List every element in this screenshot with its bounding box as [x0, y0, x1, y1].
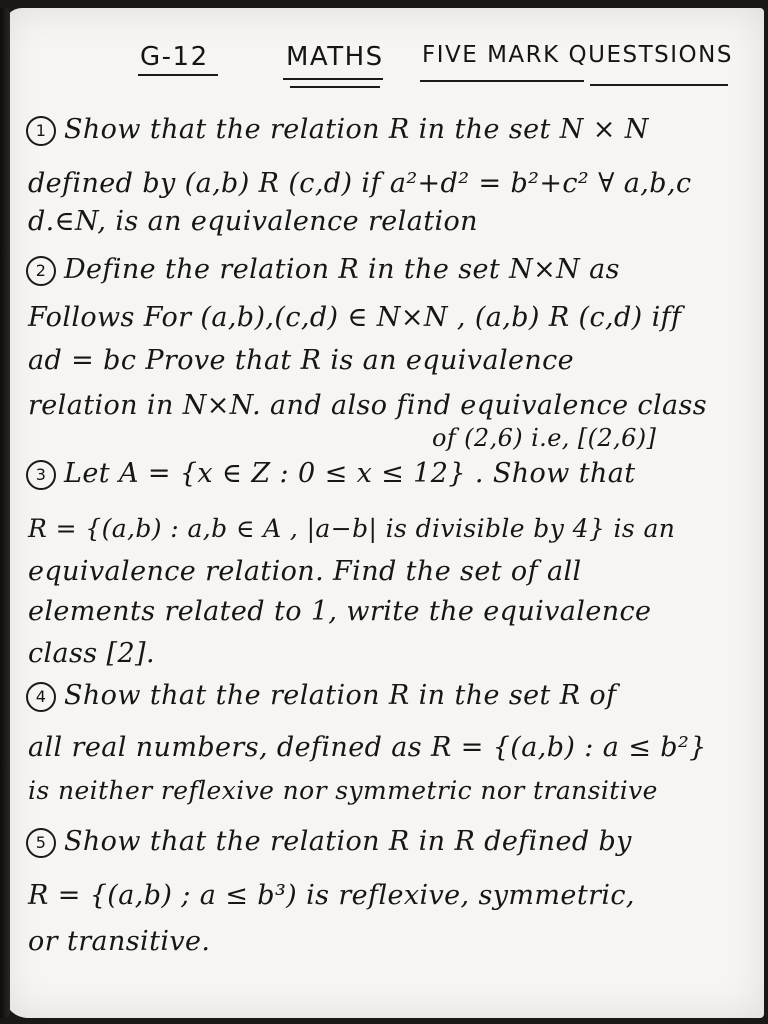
question-1-line-2: defined by (a,b) R (c,d) if a²+d² = b²+c² ∀ a,b,c [28, 168, 692, 199]
grade-underline [138, 74, 218, 76]
subject-label: MATHS [286, 42, 384, 72]
question-4-line-1 [26, 680, 616, 712]
question-1-line-1 [26, 114, 649, 146]
question-2-line-2: Follows For (a,b),(c,d) ∈ N×N , (a,b) R (c,d) iff [28, 302, 682, 333]
question-3-line-5: class [2]. [28, 638, 155, 669]
question-number-badge: 2 [26, 256, 56, 286]
question-4-line-3: is neither reflexive nor symmetric nor transitive [28, 776, 658, 805]
title-underline-1 [420, 80, 584, 82]
grade-label: G-12 [140, 42, 209, 72]
question-3-line-2: R = {(a,b) : a,b ∈ A , |a−b| is divisible by 4} is an [28, 514, 676, 543]
question-3-line-1 [26, 458, 636, 490]
question-2-line-4: relation in N×N. and also find equivalence class [28, 390, 707, 421]
notebook-page [4, 8, 764, 1018]
question-number-badge: 3 [26, 460, 56, 490]
question-2-line-5: of (2,6) i.e, [(2,6)] [432, 424, 657, 452]
question-4-line-2: all real numbers, defined as R = {(a,b) : a ≤ b²} [28, 732, 707, 763]
title-underline-2 [590, 84, 728, 86]
page-title: FIVE MARK QUESTSIONS [422, 42, 733, 68]
notebook-binding [0, 8, 10, 1018]
question-3-line-3: equivalence relation. Find the set of all [28, 556, 582, 587]
question-number-badge: 1 [26, 116, 56, 146]
question-text: Let A = {x ∈ Z : 0 ≤ x ≤ 12} . Show that [64, 458, 636, 489]
question-text: Show that the relation R in R defined by [64, 826, 632, 857]
question-1-line-3: d.∈N, is an equivalence relation [28, 206, 478, 237]
question-5-line-1 [26, 826, 632, 858]
subject-underline-1 [283, 78, 383, 80]
question-3-line-4: elements related to 1, write the equivalence [28, 596, 652, 627]
question-5-line-2: R = {(a,b) ; a ≤ b³) is reflexive, symmetric, [28, 880, 635, 911]
question-2-line-3: ad = bc Prove that R is an equivalence [28, 345, 575, 376]
subject-underline-2 [290, 86, 380, 88]
question-number-badge: 5 [26, 828, 56, 858]
question-number-badge: 4 [26, 682, 56, 712]
question-text: Define the relation R in the set N×N as [64, 254, 620, 285]
question-text: Show that the relation R in the set R of [64, 680, 617, 711]
question-text: Show that the relation R in the set N × N [64, 114, 649, 145]
question-5-line-3: or transitive. [28, 926, 211, 957]
question-2-line-1 [26, 254, 620, 286]
